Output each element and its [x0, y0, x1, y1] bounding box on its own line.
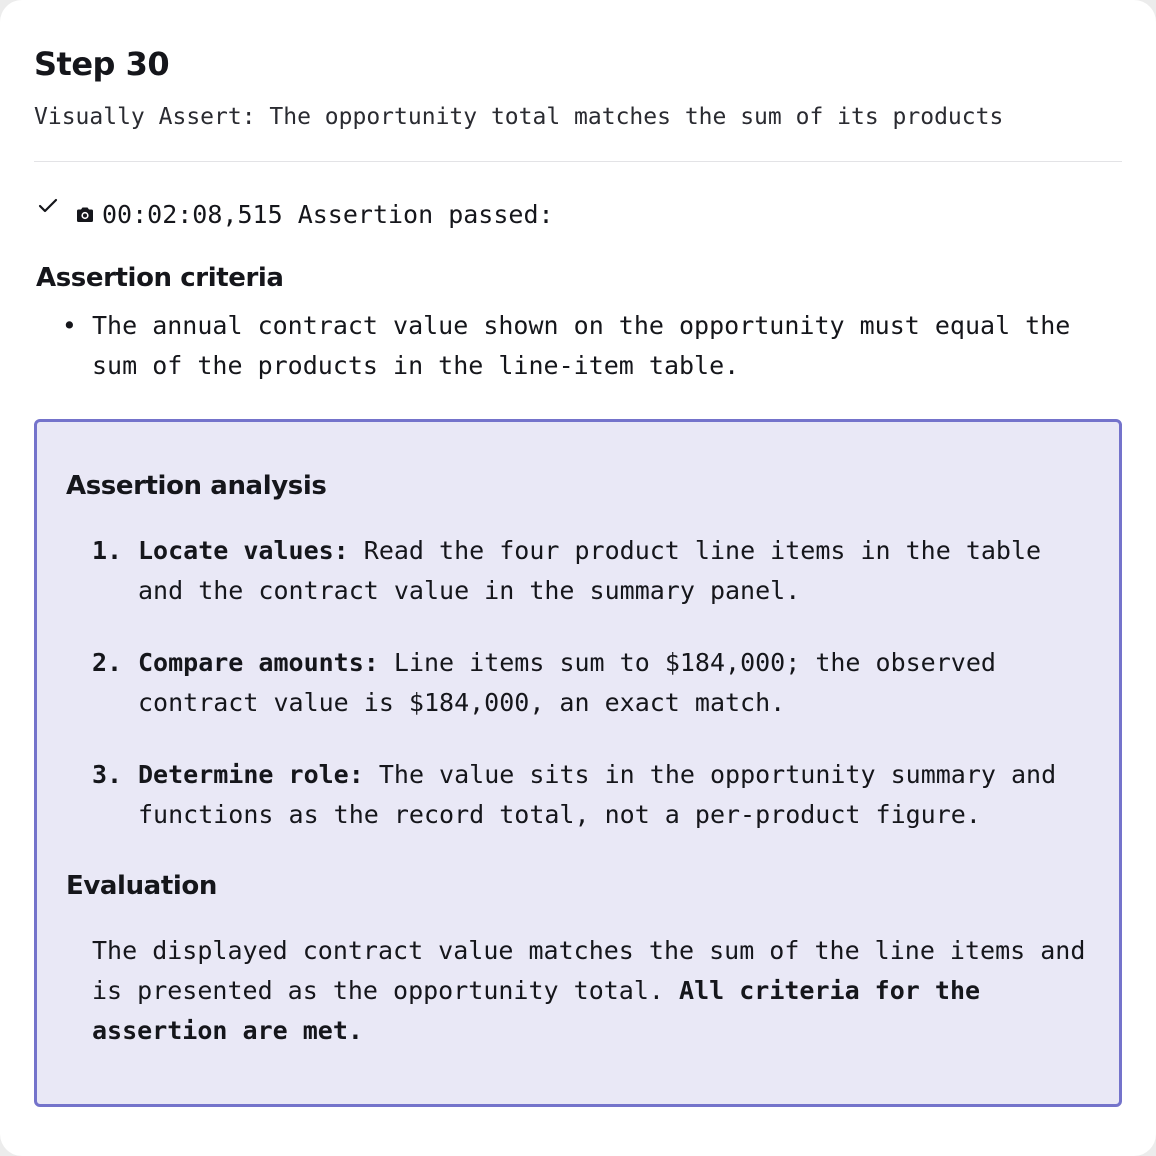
step-number: 2. [92, 648, 123, 677]
analysis-step [92, 755, 1092, 835]
step-text: The value sits in the opportunity summary and functions as the record total, not a per-product figure. [138, 760, 1057, 829]
analysis-steps [92, 531, 1092, 867]
criteria-heading: Assertion criteria [36, 263, 284, 293]
check-icon [34, 192, 62, 220]
step-text: Read the four product line items in the table and the contract value in the summary panel. [138, 536, 1042, 605]
step-number: 3. [92, 760, 123, 789]
evaluation-heading: Evaluation [66, 871, 217, 901]
step-number: 1. [92, 536, 123, 565]
log-timestamp: 00:02:08,515 [102, 199, 283, 229]
step-title: Step 30 [34, 45, 170, 83]
log-spacer [283, 200, 298, 229]
divider [34, 161, 1122, 162]
analysis-heading: Assertion analysis [66, 471, 327, 501]
analysis-step [92, 643, 1092, 723]
evaluation-text [92, 931, 1092, 1051]
criteria-text: The annual contract value shown on the opportunity must equal the sum of the products in the line-item table. [92, 311, 1071, 380]
assertion-analysis-panel [34, 419, 1122, 1107]
log-message: Assertion passed: [297, 199, 554, 229]
step-text: Line items sum to $184,000; the observed contract value is $184,000, an exact match. [138, 648, 996, 717]
camera-icon[interactable] [74, 204, 96, 226]
step-description: Visually Assert: The opportunity total matches the sum of its products [34, 104, 1004, 130]
evaluation-summary: The displayed contract value matches the sum of the line items and is presented as the opportunity total. [92, 936, 1086, 1005]
step-label: Compare amounts: [138, 648, 379, 677]
log-entry [34, 194, 554, 234]
step-label: Locate values: [138, 536, 349, 565]
bullet: • [62, 311, 77, 340]
criteria-list [62, 306, 1122, 386]
evaluation-conclusion: All criteria for the assertion are met. [92, 976, 981, 1045]
analysis-step [92, 531, 1092, 611]
step-label: Determine role: [138, 760, 364, 789]
criteria-item [62, 306, 1122, 386]
